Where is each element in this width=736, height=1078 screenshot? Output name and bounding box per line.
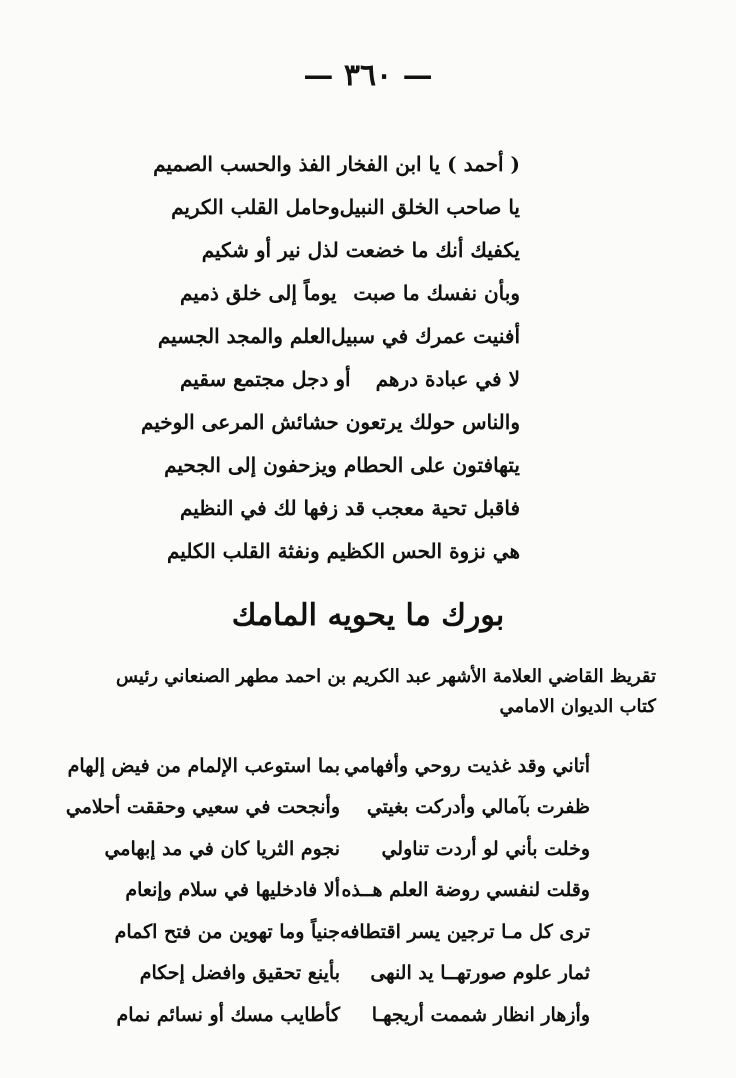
hemistich-1: أتاني وقد غذيت روحي وأفهامي — [343, 754, 590, 777]
verse-line — [157, 314, 520, 357]
hemistich-1: يا صاحب الخلق النبيل — [339, 194, 520, 219]
hemistich-2: جنياً وما تهوين من فتح اكمام — [114, 920, 340, 943]
verse-line — [180, 486, 520, 529]
verse-line — [171, 185, 520, 228]
verse-line — [90, 828, 590, 870]
hemistich-2: كأطايب مسك أو نسائم نمام — [116, 1003, 340, 1026]
verse-line — [65, 787, 590, 829]
hemistich-1: والناس حولك يرتعو — [360, 409, 520, 434]
page-number: — ٣٦٠ — — [303, 58, 433, 93]
hemistich-1: ترى كل مـا ترجين يسر اقتطافه — [340, 920, 590, 943]
hemistich-1: هي نزوة الحس الكظيم ونفثة القلب الكليم — [166, 538, 520, 563]
hemistich-2: بأينع تحقيق وافضل إحكام — [139, 962, 340, 985]
verse-line — [90, 870, 590, 912]
verse-line — [180, 357, 520, 400]
verse-line — [153, 142, 520, 185]
hemistich-1: وخلت بأني لو أردت تناولي — [381, 837, 590, 860]
verse-line — [90, 911, 590, 953]
hemistich-1: فاقبل تحية معجب — [371, 495, 520, 520]
section-heading: بورك ما يحويه المامك — [231, 598, 505, 633]
hemistich-2: م ويزحفون إلى الجحيم — [164, 452, 357, 477]
hemistich-1: ظفرت بآمالي وأدركت بغيتي — [366, 796, 590, 819]
verse-line — [90, 953, 590, 995]
hemistich-2: ر الفذ والحسب الصميم — [153, 151, 348, 176]
hemistich-2: ن حشائش المرعى الوخيم — [140, 409, 361, 434]
hemistich-2: أو دجل مجتمع سقيم — [180, 366, 351, 391]
hemistich-2: وحامل القلب الكريم — [171, 194, 340, 219]
verse-line — [164, 443, 520, 486]
hemistich-2: ألا فادخليها في سلام وإنعام — [125, 879, 340, 902]
hemistich-1: يتهافتون على الحطا — [356, 452, 520, 477]
verse-line — [90, 994, 590, 1036]
poem-1 — [140, 142, 520, 572]
hemistich-2: وأنجحت في سعيي وحققت أحلامي — [65, 796, 340, 819]
hemistich-2: قد زفها لك في النظيم — [180, 495, 366, 520]
hemistich-1: ( أحمد ) يا ابن الفخا — [347, 151, 520, 176]
hemistich-1: أفنيت عمرك في سبيل — [331, 323, 520, 348]
intro-paragraph: تقريظ القاضي العلامة الأشهر عبد الكريم بن احمد مطهر الصنعاني رئيس كتاب الديوان الامامي — [115, 666, 656, 717]
verse-line — [180, 228, 520, 271]
poem-2 — [65, 745, 590, 1036]
verse-line — [67, 745, 590, 787]
hemistich-1: وأزهار انظار شممت أريجهـا — [371, 1003, 590, 1026]
hemistich-2: العلم والمجد الجسيم — [157, 323, 332, 348]
hemistich-1: وقلت لنفسي روضة العلم هــذه — [341, 879, 590, 902]
hemistich-2: يوماً إلى خلق ذميم — [180, 280, 337, 305]
hemistich-1: يكفيك أنك ما خضعت لذل نير أو شكيم — [201, 237, 520, 262]
verse-line — [140, 400, 520, 443]
verse-line — [166, 529, 520, 572]
hemistich-1: لا في عبادة درهم — [375, 366, 520, 391]
hemistich-2: بما استوعب الإلمام من فيض إلهام — [67, 754, 340, 777]
hemistich-1: وبأن نفسك ما صبت — [353, 280, 520, 305]
hemistich-1: ثمار علوم صورتهــا يد النهى — [370, 962, 590, 985]
hemistich-2: نجوم الثريا كان في مد إبهامي — [104, 837, 340, 860]
verse-line — [180, 271, 520, 314]
